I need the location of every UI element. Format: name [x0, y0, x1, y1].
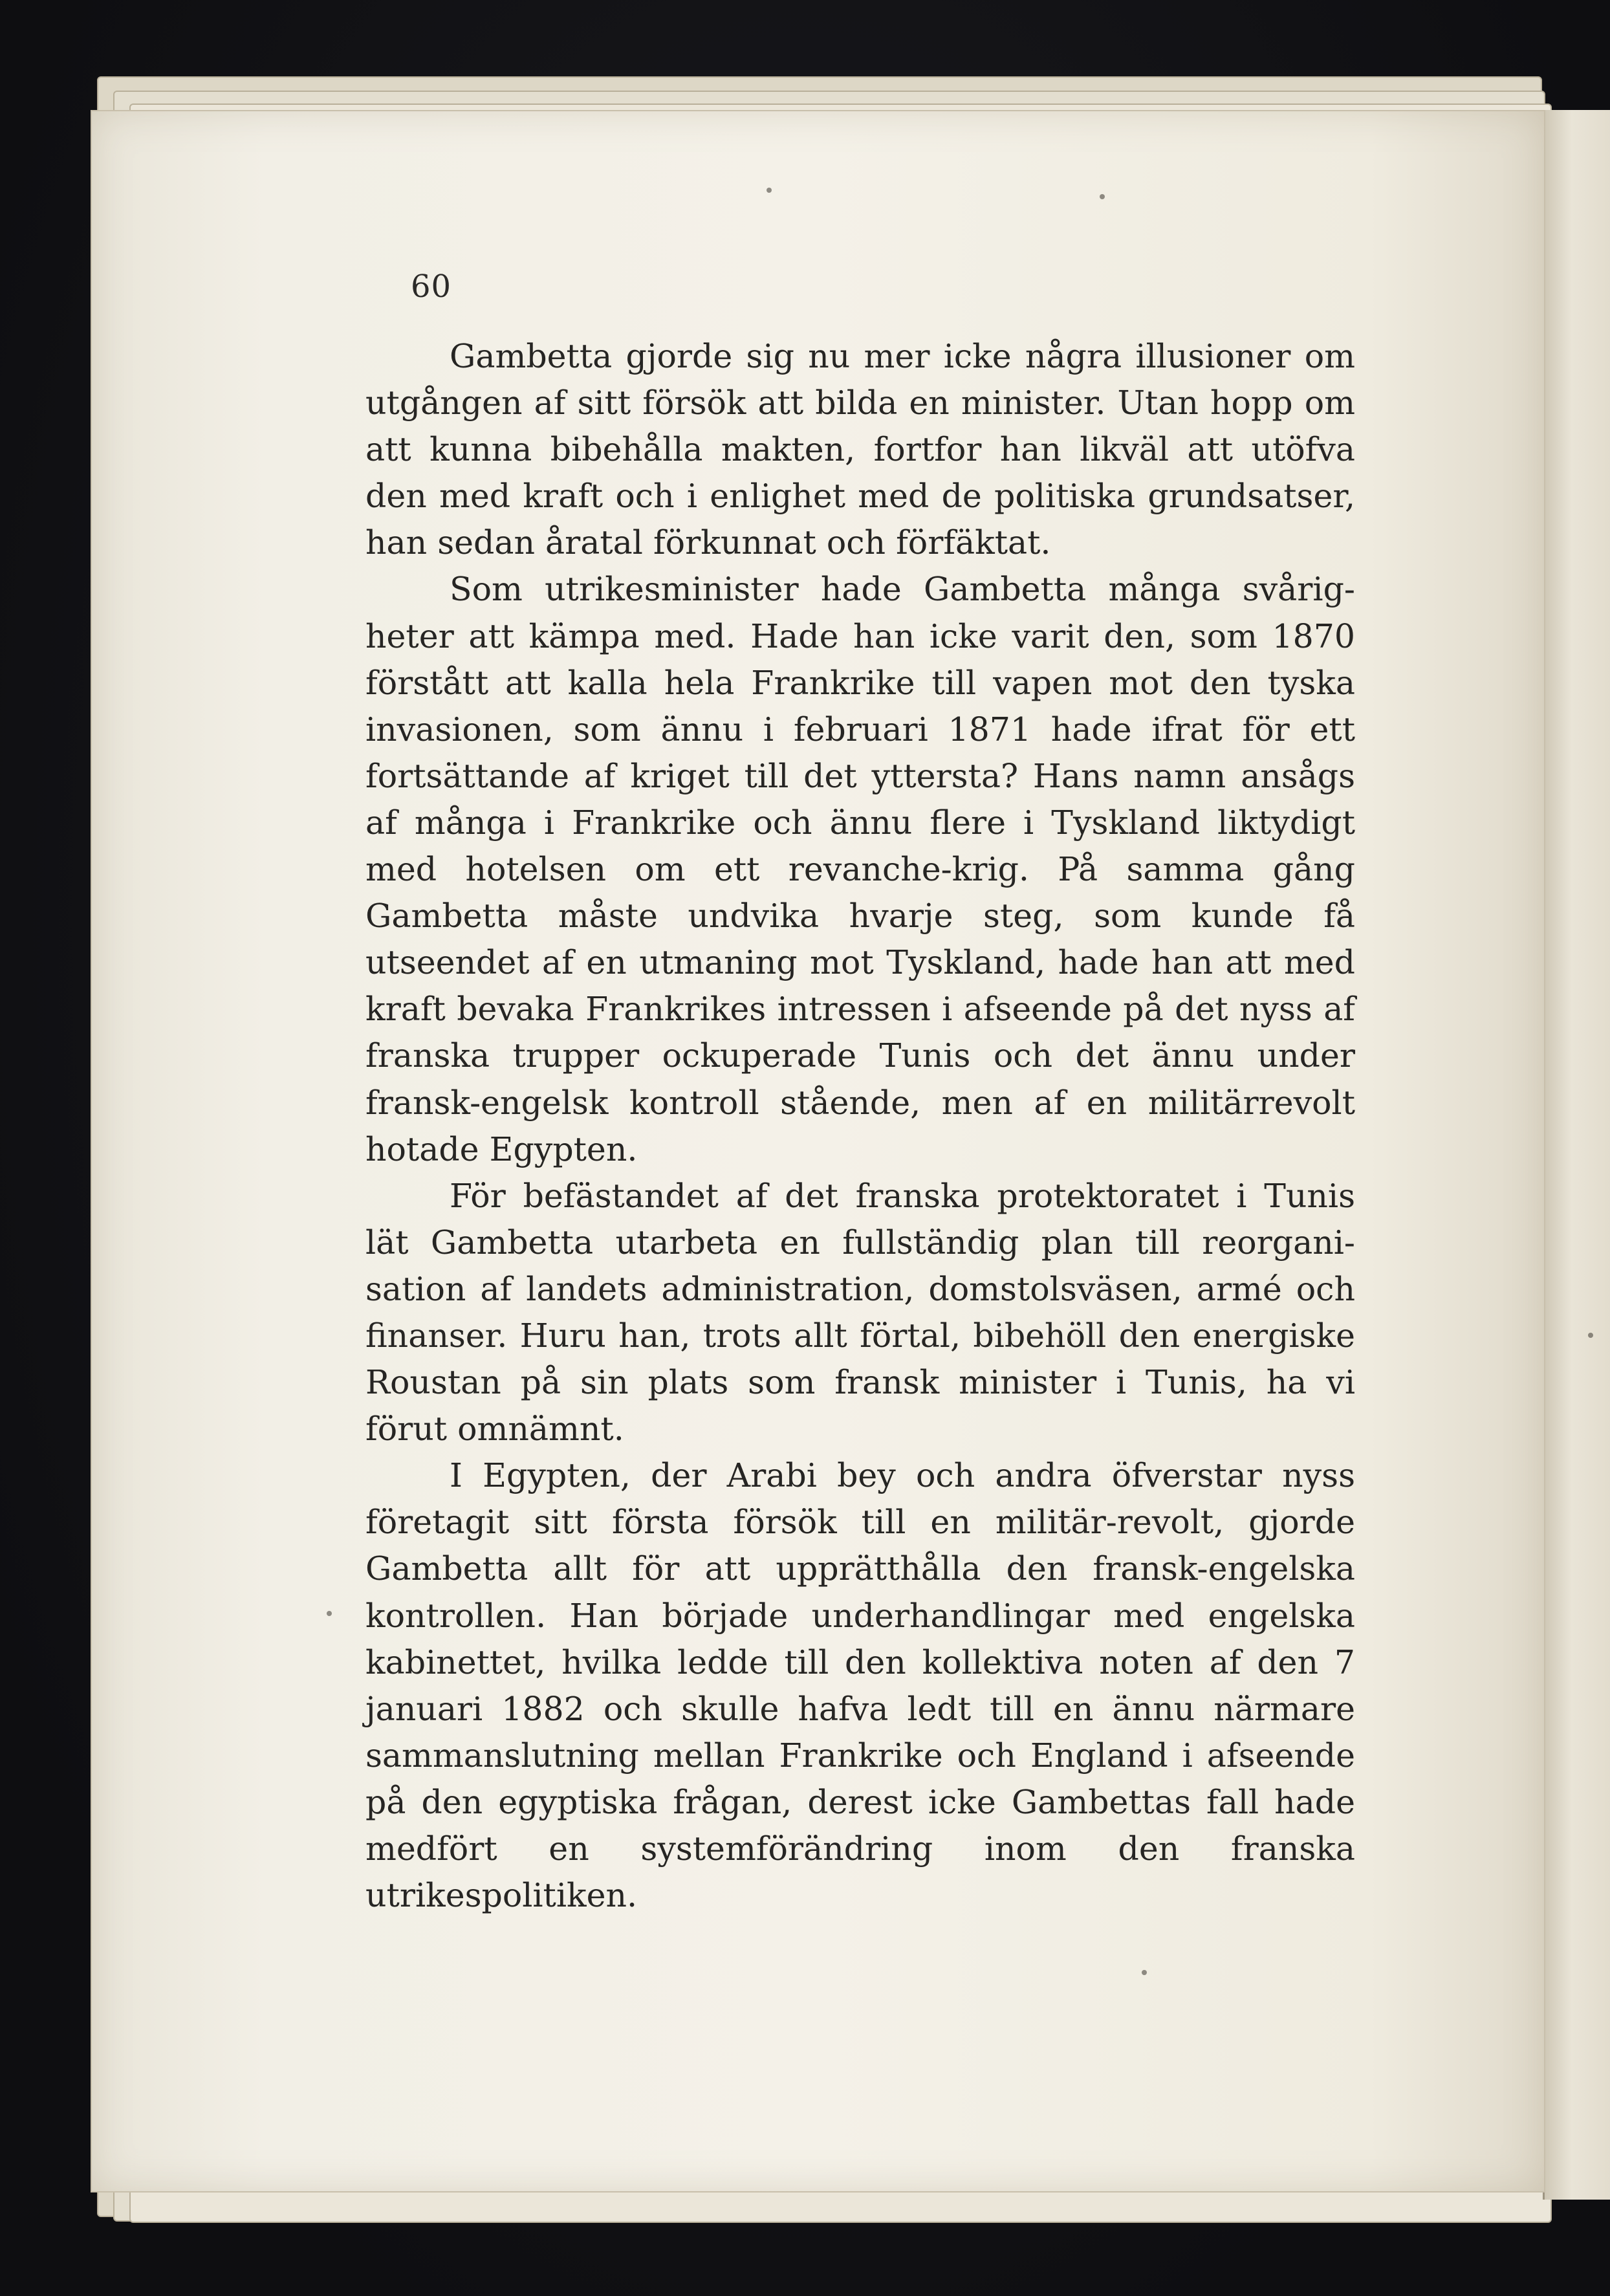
- paper-speck: [1588, 1333, 1593, 1338]
- page-number: 60: [411, 268, 452, 305]
- body-text: [365, 333, 1355, 1919]
- paper-speck: [1142, 1970, 1147, 1975]
- paragraph: I Egypten, der Arabi bey och andra öfverstar nyss företagit sitt första försök till en militär-revolt, gjorde Gambetta allt för att upprätthålla den fransk-engelska kontrollen. Han började underhandlingar med engelska kabinettet, hvilka ledde till den kollektiva noten af den 7 januari 1882 och skulle hafva ledt till en ännu närmare sammanslutning mellan Frankrike och England i afseende på den egyptiska frågan, derest icke Gambettas fall hade medfört en systemförändring inom den franska utrikespolitiken.: [365, 1456, 1355, 1915]
- paragraph: Som utrikesminister hade Gambetta många svårigheter att kämpa med. Hade han icke varit den, som 1870 förstått att kalla hela Frankrike till vapen mot den tyska invasionen, som ännu i februari 1871 hade ifrat för ett fortsättande af kriget till det yttersta? Hans namn ansågs af många i Frankrike och ännu flere i Tyskland liktydigt med hotelsen om ett revanche-krig. På samma gång Gambetta måste undvika hvarje steg, som kunde få utseendet af en utmaning mot Tyskland, hade han att med kraft bevaka Frankrikes intressen i afseende på det nyss af franska trupper ockuperade Tunis och det ännu under fransk-engelsk kontroll stående, men af en militärrevolt hotade Egypten.: [365, 570, 1355, 1168]
- paragraph: Gambetta gjorde sig nu mer icke några illusioner om utgången af sitt försök att bilda en minister. Utan hopp om att kunna bibehålla makten, fortfor han likväl att utöfva den med kraft och i enlighet med de politiska grundsatser, han sedan åratal förkunnat och förfäktat.: [365, 337, 1355, 562]
- facing-page-edge: [1543, 110, 1610, 2200]
- paper-speck: [767, 188, 772, 193]
- paper-speck: [1100, 194, 1105, 199]
- paper-speck: [327, 1611, 332, 1616]
- paragraph: För befästandet af det franska protektoratet i Tunis lät Gambetta utarbeta en fullständig plan till reorganisation af landets administration, domstolsväsen, armé och finanser. Huru han, trots allt förtal, bibehöll den energiske Roustan på sin plats som fransk minister i Tunis, ha vi förut omnämnt.: [365, 1176, 1355, 1449]
